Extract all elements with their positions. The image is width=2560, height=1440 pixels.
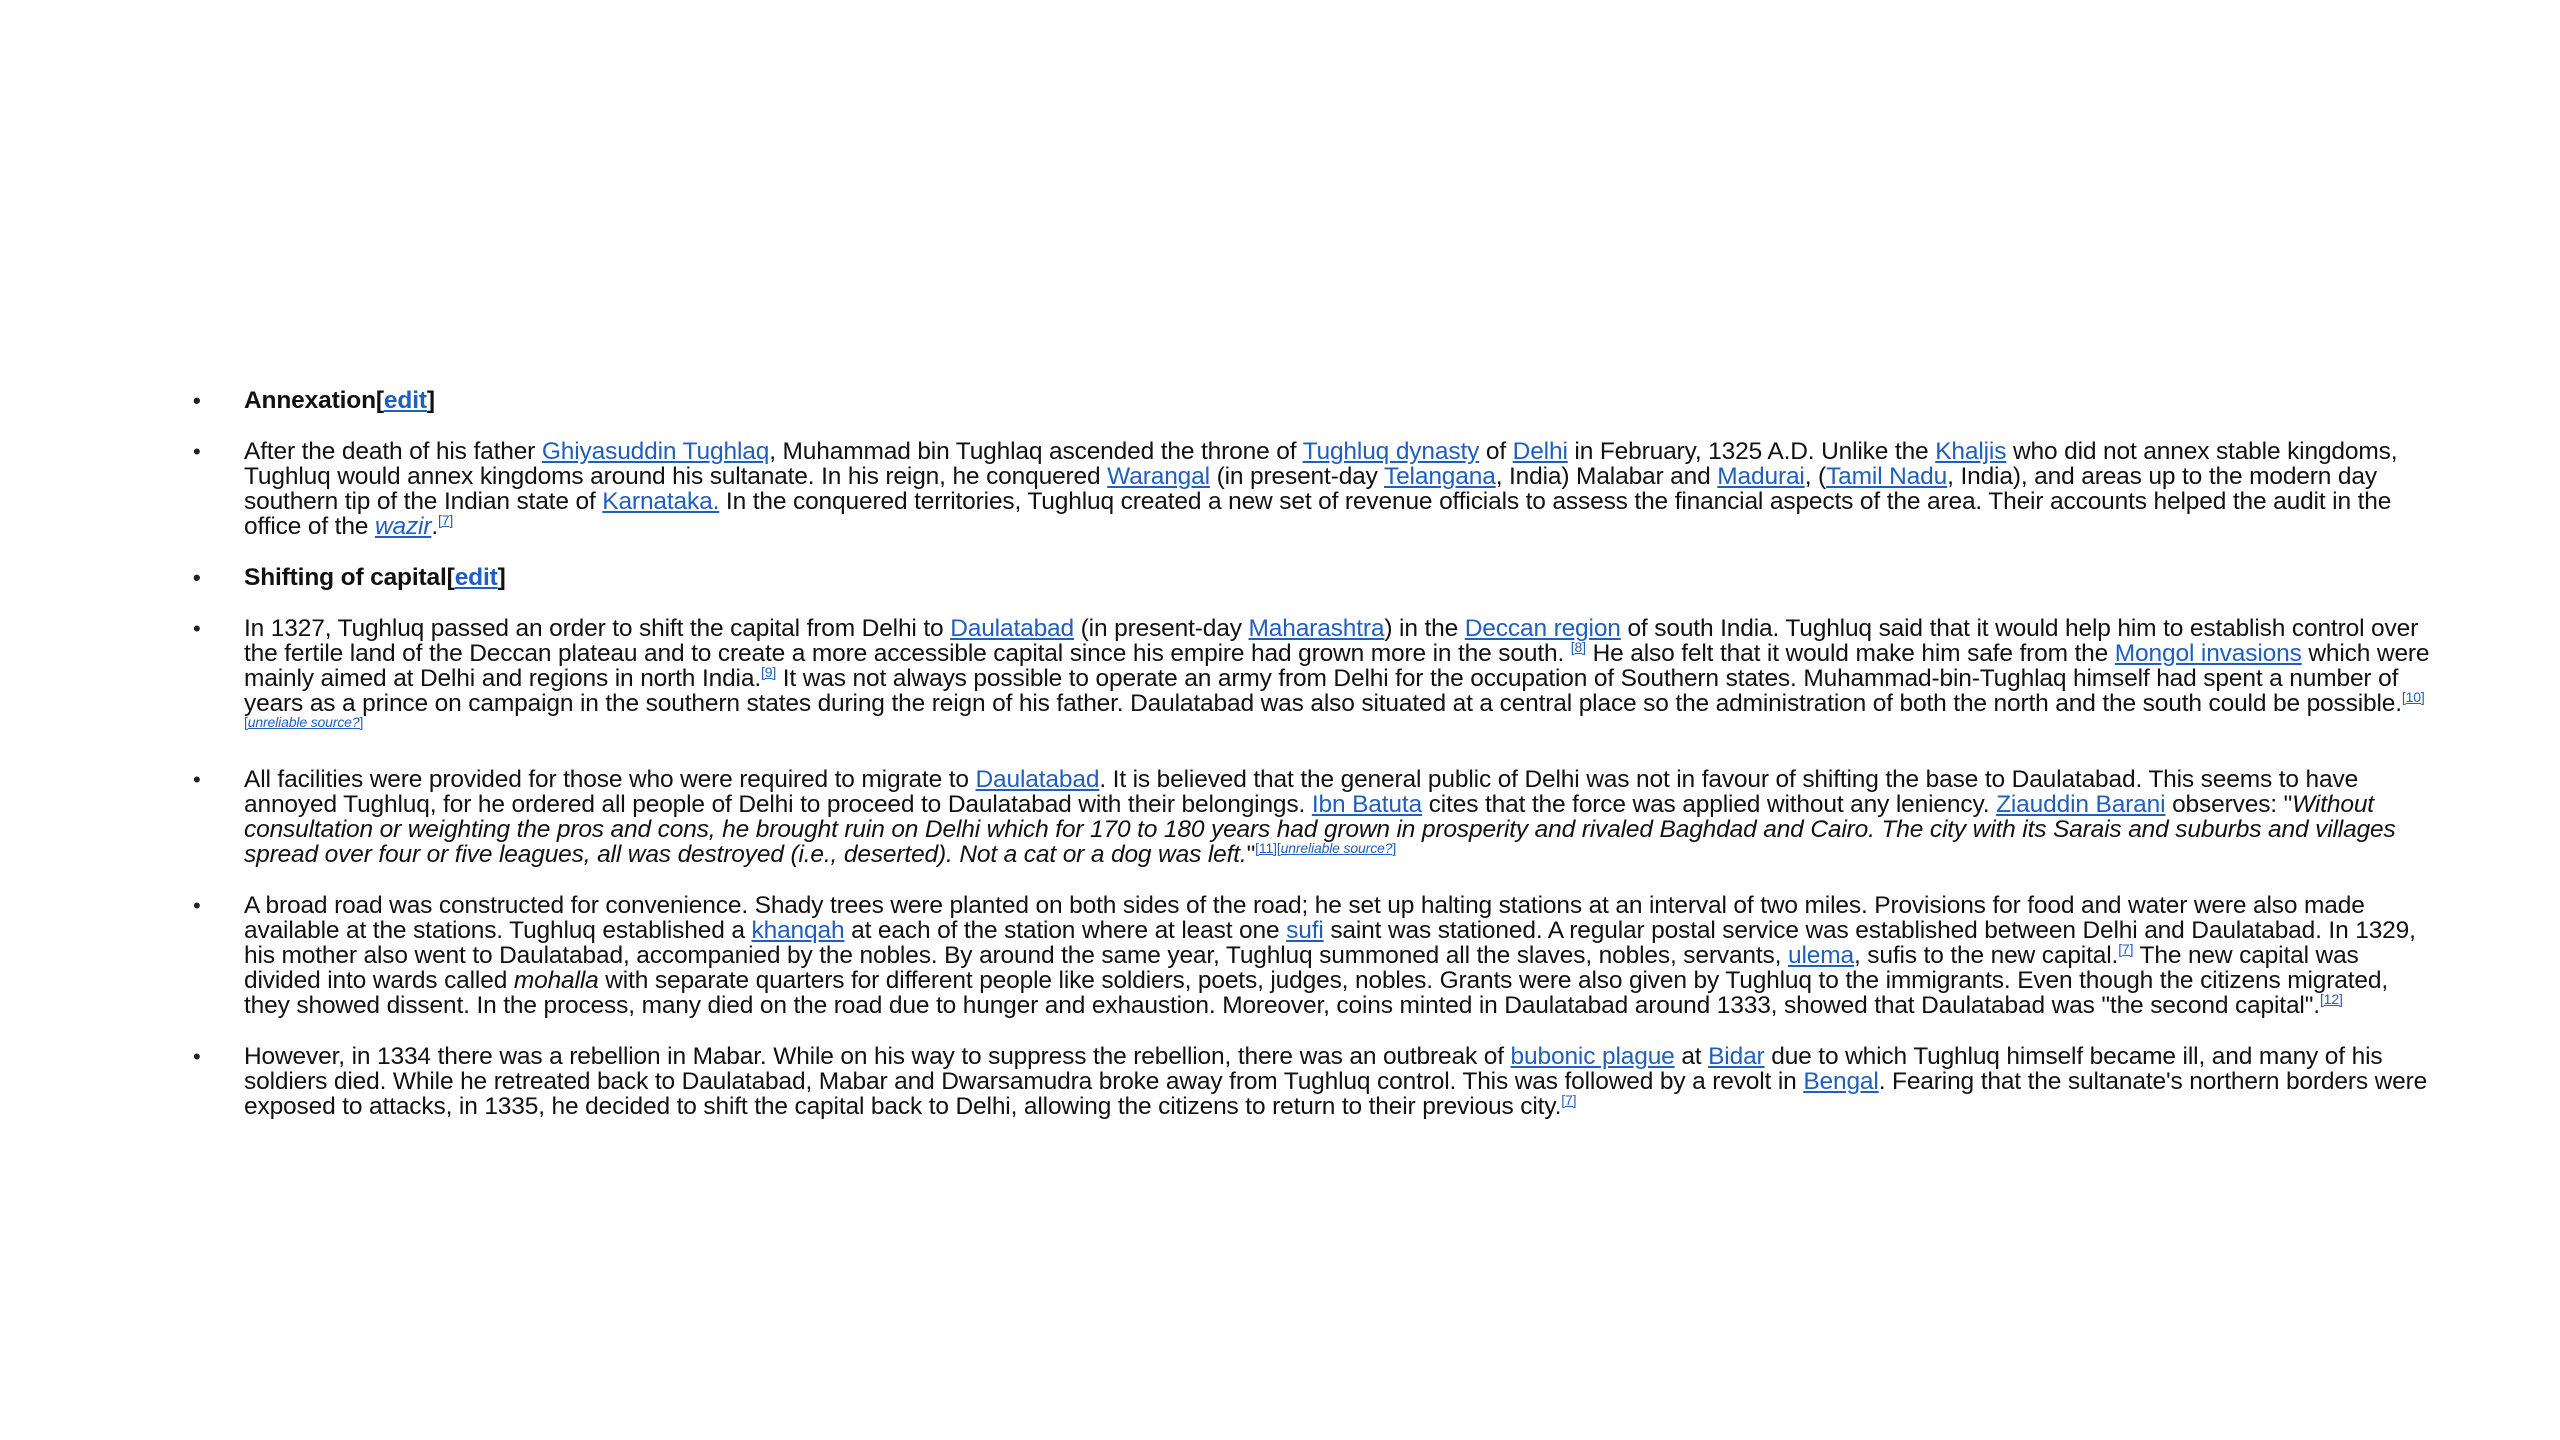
text-run: in February, 1325 A.D. Unlike the: [1567, 438, 1936, 465]
text-run: All facilities were provided for those who were required to migrate to: [244, 766, 976, 793]
link-karnataka[interactable]: Karnataka.: [602, 488, 720, 515]
citation-link[interactable]: ]: [359, 714, 364, 730]
reference-group: [2118, 941, 2133, 957]
text-run: (in present-day: [1074, 615, 1249, 642]
link-tughluq-dynasty[interactable]: Tughluq dynasty: [1302, 438, 1480, 465]
reference-group: [1561, 1092, 1576, 1108]
text-run: at: [1674, 1043, 1709, 1070]
text-run: It was not always possible to operate an army from Delhi for the occupation of Southern states. Muhammad-bin-Tughlaq himself had spent a number of years as a prince on campaign in the southern states during the reign of his father. Daulatabad was also situated at a central place so the administration of both the north and the south could be possible.: [244, 665, 2402, 717]
text-run: , India) Malabar and: [1495, 463, 1718, 490]
text-run: ]: [497, 564, 506, 591]
citation-link[interactable]: [7]: [2118, 941, 2134, 957]
text-run: of: [1479, 438, 1513, 465]
text-run: (in present-day: [1209, 463, 1384, 490]
unreliable-source-link[interactable]: unreliable source?: [247, 714, 360, 730]
citation-link[interactable]: [7]: [438, 512, 454, 528]
text-run: He also felt that it would make him safe from the: [1585, 640, 2115, 667]
text-run: ) in the: [1384, 615, 1465, 642]
paragraph: [190, 767, 2430, 867]
text-run: Annexation[: [244, 387, 384, 414]
link-deccan-region[interactable]: Deccan region: [1464, 615, 1621, 642]
text-run: cites that the force was applied without any leniency.: [1422, 791, 1997, 818]
text-run: The new capital was divided into wards called: [244, 942, 2359, 994]
reference-group: [2320, 991, 2343, 1007]
reference-group: [761, 664, 776, 680]
citation-link[interactable]: [9]: [760, 664, 777, 680]
link-telangana[interactable]: Telangana: [1383, 463, 1496, 490]
text-run: at each of the station where at least one: [844, 917, 1287, 944]
text-run: . Fearing that the sultanate's northern borders were exposed to attacks, in 1335, he decided to shift the capital back to Delhi, allowing the citizens to return to their previous city.: [244, 1068, 2428, 1120]
link-sufi[interactable]: sufi: [1286, 917, 1324, 944]
reference-group: [1255, 840, 1396, 856]
text-run: A broad road was constructed for convenience. Shady trees were planted on both sides of the road; he set up halting stations at an interval of two miles. Provisions for food and water were also made available at the stations. Tughluq established a: [244, 892, 2365, 944]
citation-link[interactable]: [: [244, 714, 248, 730]
text-run: .: [431, 513, 439, 540]
link-ibn-batuta[interactable]: Ibn Batuta: [1311, 791, 1423, 818]
text-run: ": [1246, 841, 1256, 868]
text-run: , sufis to the new capital.: [1853, 942, 2119, 969]
text-run: observes: ": [2165, 791, 2293, 818]
document-body: [190, 388, 2430, 1145]
paragraph: [190, 439, 2430, 539]
section-heading: [190, 388, 2430, 413]
link-ulema[interactable]: ulema: [1787, 942, 1854, 969]
text-run: due to which Tughluq himself became ill, and many of his soldiers died. While he retreated back to Daulatabad, Mabar and Dwarsamudra broke away from Tughluq control. This was followed by a revolt in: [244, 1043, 2383, 1095]
text-run: who did not annex stable kingdoms, Tughluq would annex kingdoms around his sultanate. In his reign, he conquered: [244, 438, 2398, 490]
edit-link[interactable]: edit: [454, 564, 498, 591]
unreliable-source-link[interactable]: unreliable source?: [1280, 840, 1393, 856]
text-run: Shifting of capital[: [244, 564, 455, 591]
link-delhi[interactable]: Delhi: [1512, 438, 1568, 465]
text-run: which were mainly aimed at Delhi and regions in north India.: [244, 640, 2430, 692]
link-wazir[interactable]: wazir: [374, 513, 432, 540]
text-run: However, in 1334 there was a rebellion in Mabar. While on his way to suppress the rebellion, there was an outbreak of: [244, 1043, 1511, 1070]
citation-link[interactable]: [8]: [1570, 639, 1586, 655]
text-run: saint was stationed. A regular postal service was established between Delhi and Daulatabad. In 1329, his mother also went to Daulatabad, accompanied by the nobles. By around the same year, Tughluq summoned all the slaves, nobles, servants,: [244, 917, 2416, 969]
link-daulatabad[interactable]: Daulatabad: [950, 615, 1075, 642]
text-run: In 1327, Tughluq passed an order to shift the capital from Delhi to: [244, 615, 951, 642]
text-run: , India), and areas up to the modern day southern tip of the Indian state of: [244, 463, 2377, 515]
citation-link[interactable]: [12]: [2319, 991, 2343, 1007]
text-run: with separate quarters for different people like soldiers, poets, judges, nobles. Grants were also given by Tughluq to the immigrants. Even though the citizens migrated, they showed dissent. In the process, many died on the road due to hunger and exhaustion. Moreover, coins minted in Daulatabad around 1333, showed that Daulatabad was "the second capital".: [244, 967, 2388, 1019]
link-tamil-nadu[interactable]: Tamil Nadu: [1826, 463, 1948, 490]
bullet-list: [190, 388, 2430, 1119]
italic-text: mohalla: [513, 967, 599, 994]
italic-text: Without consultation or weighting the pros and cons, he brought ruin on Delhi which for 170 to 180 years had grown in prosperity and rivaled Baghdad and Cairo. The city with its Sarais and suburbs and villages spread over four or five leagues, all was destroyed (i.e., deserted). Not a cat or a dog was left.: [244, 791, 2396, 868]
text-run: In the conquered territories, Tughluq created a new set of revenue officials to assess the financial aspects of the area. Their accounts helped the audit in the office of the: [244, 488, 2392, 540]
text-run: , (: [1804, 463, 1827, 490]
link-daulatabad[interactable]: Daulatabad: [975, 766, 1100, 793]
citation-link[interactable]: [7]: [1561, 1092, 1577, 1108]
text-run: of south India. Tughluq said that it would help him to establish control over the fertile land of the Deccan plateau and to create a more accessible capital since his empire had grown more in the south.: [244, 615, 2419, 667]
link-warangal[interactable]: Warangal: [1107, 463, 1210, 490]
link-bengal[interactable]: Bengal: [1803, 1068, 1879, 1095]
paragraph: [190, 893, 2430, 1018]
paragraph: [190, 616, 2430, 741]
link-ziauddin-barani[interactable]: Ziauddin Barani: [1996, 791, 2166, 818]
link-bidar[interactable]: Bidar: [1708, 1043, 1765, 1070]
edit-link[interactable]: edit: [383, 387, 427, 414]
link-khaljis[interactable]: Khaljis: [1935, 438, 2007, 465]
link-khanqah[interactable]: khanqah: [751, 917, 845, 944]
link-maharashtra[interactable]: Maharashtra: [1248, 615, 1385, 642]
text-run: . It is believed that the general public of Delhi was not in favour of shifting the base to Daulatabad. This seems to have annoyed Tughluq, for he ordered all people of Delhi to proceed to Daulatabad with their belongings.: [244, 766, 2359, 818]
text-run: ]: [426, 387, 435, 414]
reference-group: [438, 512, 453, 528]
citation-link[interactable]: ]: [1392, 840, 1397, 856]
link-bubonic-plague[interactable]: bubonic plague: [1510, 1043, 1675, 1070]
text-run: , Muhammad bin Tughlaq ascended the throne of: [769, 438, 1303, 465]
citation-link[interactable]: [11]: [1255, 840, 1277, 856]
paragraph: [190, 1044, 2430, 1119]
text-run: After the death of his father: [244, 438, 542, 465]
link-mongol-invasions[interactable]: Mongol invasions: [2114, 640, 2302, 667]
link-madurai[interactable]: Madurai: [1717, 463, 1805, 490]
citation-link[interactable]: [10]: [2401, 689, 2425, 705]
citation-link[interactable]: [: [1276, 840, 1281, 856]
section-heading: [190, 565, 2430, 590]
link-ghiyasuddin-tughlaq[interactable]: Ghiyasuddin Tughlaq: [541, 438, 770, 465]
reference-group: [1571, 639, 1586, 655]
